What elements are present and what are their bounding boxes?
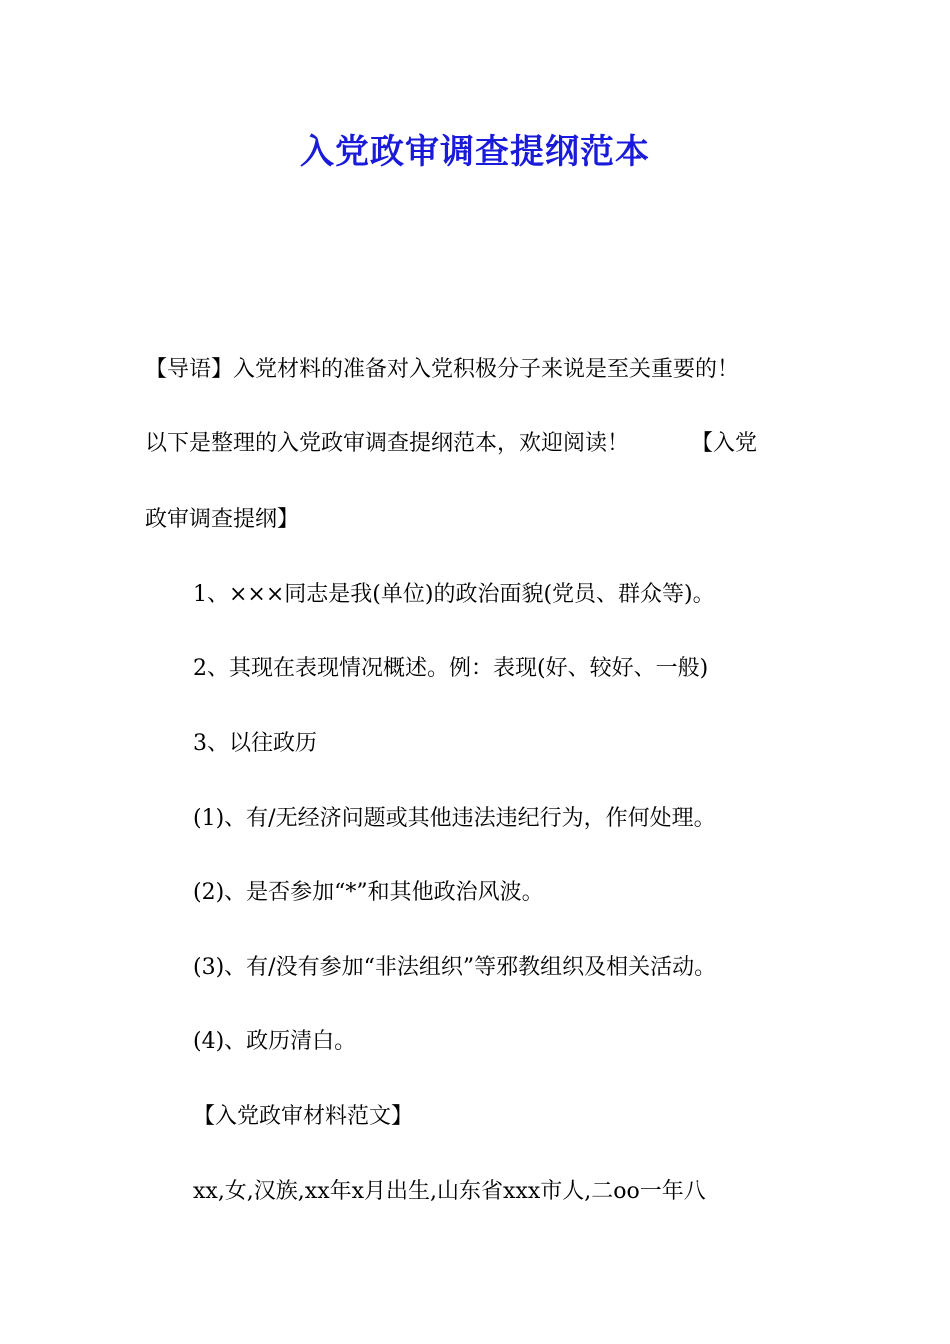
intro-line-2 <box>145 428 810 460</box>
sample-heading: 【入党政审材料范文】 <box>193 1104 414 1129</box>
outline-subitem-2: (2)、是否参加“*”和其他政治风波。 <box>193 880 544 905</box>
document-title: 入党政审调查提纲范本 <box>300 132 650 172</box>
outline-item-1: 1、×××同志是我(单位)的政治面貌(党员、群众等)。 <box>193 582 715 607</box>
intro-line-2-text: 以下是整理的入党政审调查提纲范本，欢迎阅读！ <box>145 431 630 456</box>
outline-heading-end: 政审调查提纲】 <box>145 507 300 532</box>
outline-subitem-4: (4)、政历清白。 <box>193 1029 357 1054</box>
outline-item-3: 3、以往政历 <box>193 731 317 756</box>
sample-line-1: xx,女,汉族,xx年x月出生,山东省xxx市人,二oo一年八 <box>193 1179 706 1204</box>
intro-line-1: 【导语】入党材料的准备对入党积极分子来说是至关重要的！ <box>145 357 740 382</box>
outline-heading-start: 【入党 <box>691 431 758 456</box>
outline-subitem-1: (1)、有/无经济问题或其他违法违纪行为，作何处理。 <box>193 806 716 831</box>
outline-subitem-3: (3)、有/没有参加“非法组织”等邪教组织及相关活动。 <box>193 955 717 980</box>
outline-item-2: 2、其现在表现情况概述。例：表现(好、较好、一般) <box>193 656 709 681</box>
